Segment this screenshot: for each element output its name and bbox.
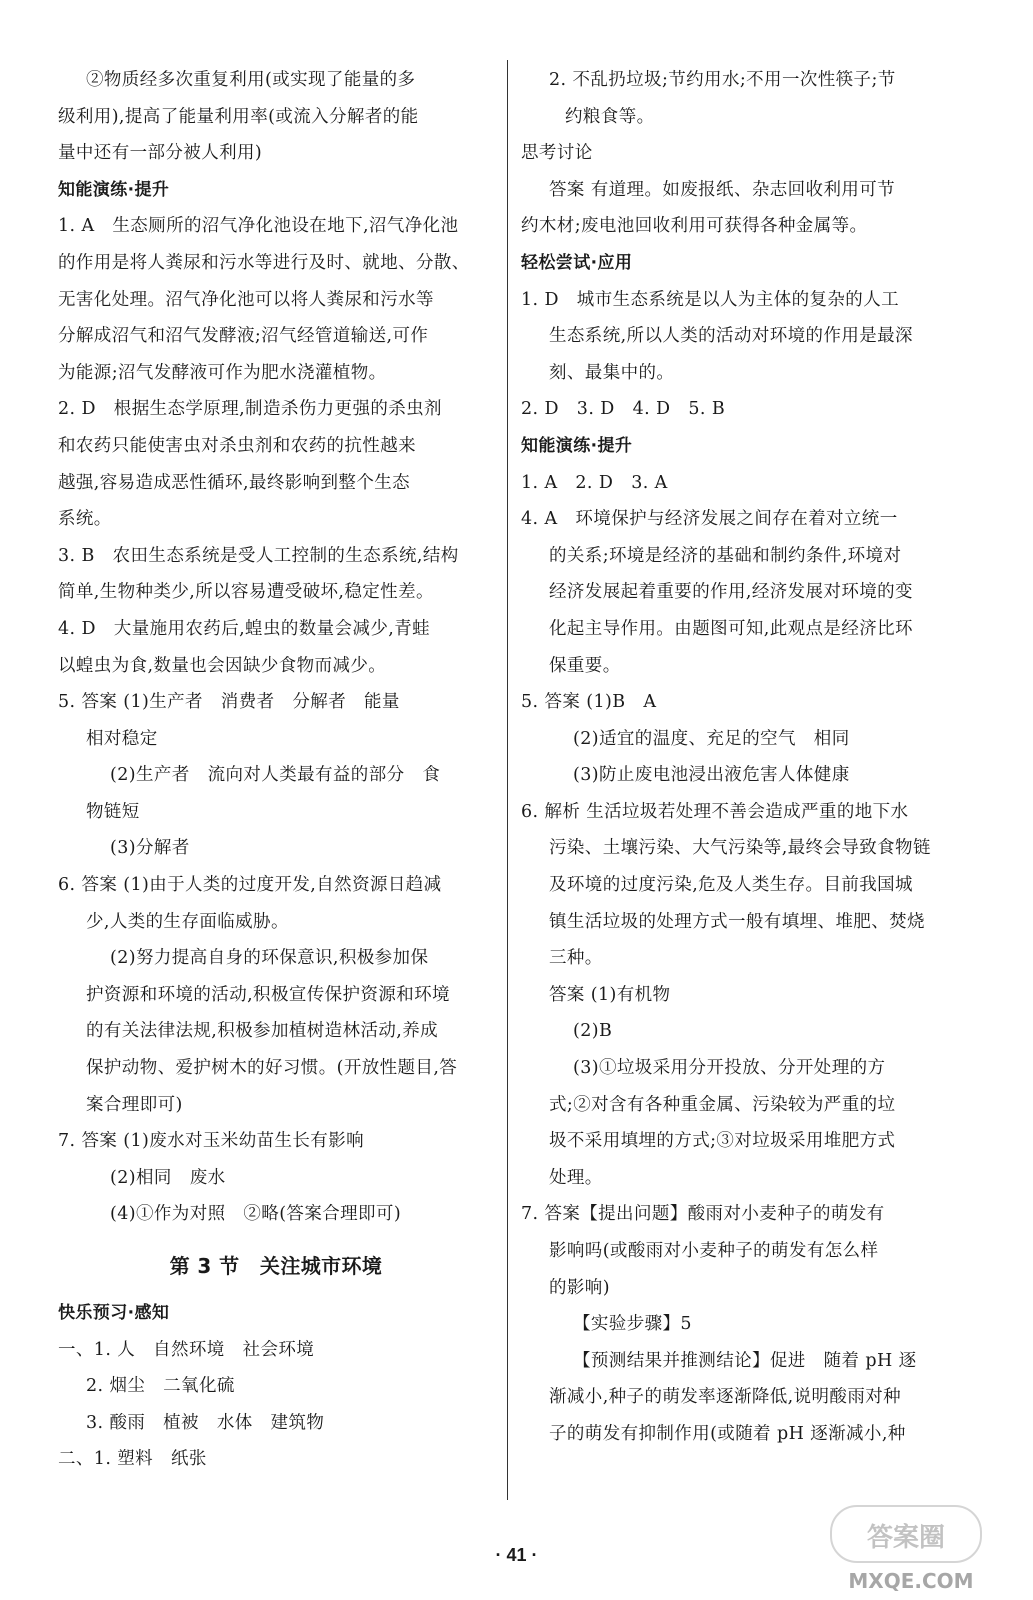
text-line: (2)相同 废水	[110, 1167, 226, 1188]
text-line: 三种。	[549, 948, 603, 969]
text-line: 子的萌发有抑制作用(或随着 pH 逐渐减小,种	[549, 1423, 906, 1444]
text-line: 的影响)	[549, 1277, 610, 1298]
text-line: 的关系;环境是经济的基础和制约条件,环境对	[549, 545, 902, 566]
text-line: 5. 答案 (1)生产者 消费者 分解者 能量	[58, 692, 400, 713]
section-heading: 知能演练·提升	[521, 435, 633, 456]
text-line: 案合理即可)	[86, 1094, 183, 1115]
text-line: 2. 不乱扔垃圾;节约用水;不用一次性筷子;节	[549, 70, 896, 90]
text-line: 1. D 城市生态系统是以人为主体的复杂的人工	[521, 289, 899, 310]
text-line: (3)分解者	[110, 838, 190, 859]
text-line: 二、1. 塑料 纸张	[58, 1449, 207, 1470]
text-line: 生态系统,所以人类的活动对环境的作用是最深	[549, 326, 913, 347]
text-line: 思考讨论	[521, 143, 593, 164]
text-line: ②物质经多次重复利用(或实现了能量的多	[86, 70, 416, 90]
text-line: 越强,容易造成恶性循环,最终影响到整个生态	[58, 472, 411, 493]
text-line: 一、1. 人 自然环境 社会环境	[58, 1339, 315, 1360]
text-line: 镇生活垃圾的处理方式一般有填埋、堆肥、焚烧	[549, 911, 925, 932]
text-line: 4. A 环境保护与经济发展之间存在着对立统一	[521, 509, 898, 530]
text-line: 2. D 根据生态学原理,制造杀伤力更强的杀虫剂	[58, 399, 442, 420]
section-title: 第 3 节 关注城市环境	[169, 1254, 383, 1278]
text-line: 系统。	[58, 509, 112, 530]
left-column	[58, 62, 494, 1478]
text-line: (3)①垃圾采用分开投放、分开处理的方	[573, 1058, 886, 1079]
text-line: 少,人类的生存面临威胁。	[86, 911, 289, 932]
text-line: (2)生产者 流向对人类最有益的部分 食	[110, 765, 441, 786]
right-column	[521, 62, 961, 1453]
text-line: 的有关法律法规,积极参加植树造林活动,养成	[86, 1021, 439, 1042]
text-line: 保护动物、爱护树木的好习惯。(开放性题目,答	[86, 1058, 458, 1079]
watermark-url: MXQE.COM	[848, 1569, 974, 1593]
text-line: 保重要。	[549, 655, 621, 676]
text-line: 【实验步骤】5	[573, 1314, 692, 1335]
text-line: 7. 答案【提出问题】酸雨对小麦种子的萌发有	[521, 1204, 885, 1225]
text-line: 级利用),提高了能量利用率(或流入分解者的能	[58, 106, 419, 127]
text-line: 影响吗(或酸雨对小麦种子的萌发有怎么样	[549, 1241, 879, 1261]
text-line: 和农药只能使害虫对杀虫剂和农药的抗性越来	[58, 435, 416, 456]
text-line: 式;②对含有各种重金属、污染较为严重的垃	[549, 1094, 896, 1115]
text-line: (3)防止废电池浸出液危害人体健康	[573, 765, 850, 786]
section-heading: 快乐预习·感知	[58, 1303, 170, 1323]
text-line: 处理。	[549, 1167, 603, 1188]
text-line: 为能源;沼气发酵液可作为肥水浇灌植物。	[58, 362, 387, 383]
text-line: 答案 (1)有机物	[549, 984, 671, 1005]
text-line: 6. 解析 生活垃圾若处理不善会造成严重的地下水	[521, 801, 909, 822]
text-line: 经济发展起着重要的作用,经济发展对环境的变	[549, 582, 913, 603]
text-line: 及环境的过度污染,危及人类生存。目前我国城	[549, 875, 913, 896]
text-line: (2)B	[573, 1021, 613, 1042]
text-line: (2)努力提高自身的环保意识,积极参加保	[110, 948, 429, 969]
text-line: 分解成沼气和沼气发酵液;沼气经管道输送,可作	[58, 326, 429, 347]
text-line: 渐减小,种子的萌发率逐渐降低,说明酸雨对种	[549, 1387, 902, 1408]
text-line: 刻、最集中的。	[549, 362, 675, 383]
text-line: 约粮食等。	[565, 106, 655, 127]
column-divider	[507, 60, 508, 1500]
watermark-logo-text: 答案圈	[866, 1523, 946, 1553]
section-heading: 轻松尝试·应用	[521, 252, 633, 273]
text-line: 量中还有一部分被人利用)	[58, 143, 263, 164]
text-line: 约木材;废电池回收利用可获得各种金属等。	[521, 216, 868, 237]
text-line: 1. A 生态厕所的沼气净化池设在地下,沼气净化池	[58, 216, 459, 237]
text-line: 化起主导作用。由题图可知,此观点是经济比环	[549, 618, 913, 639]
text-line: 3. B 农田生态系统是受人工控制的生态系统,结构	[58, 545, 459, 566]
text-line: 7. 答案 (1)废水对玉米幼苗生长有影响	[58, 1131, 365, 1152]
text-line: 5. 答案 (1)B A	[521, 692, 657, 713]
text-line: 【预测结果并推测结论】促进 随着 pH 逐	[573, 1350, 917, 1371]
text-line: 6. 答案 (1)由于人类的过度开发,自然资源日趋减	[58, 875, 442, 896]
text-line: 污染、土壤污染、大气污染等,最终会导致食物链	[549, 838, 931, 859]
text-line: 1. A 2. D 3. A	[521, 472, 668, 493]
text-line: 答案 有道理。如废报纸、杂志回收利用可节	[549, 179, 896, 200]
text-line: (2)适宜的温度、充足的空气 相同	[573, 728, 850, 749]
text-line: 护资源和环境的活动,积极宣传保护资源和环境	[86, 984, 450, 1005]
text-line: 以蝗虫为食,数量也会因缺少食物而减少。	[58, 655, 387, 676]
text-line: 圾不采用填埋的方式;③对垃圾采用堆肥方式	[549, 1131, 896, 1152]
text-line: 相对稳定	[86, 728, 158, 749]
text-line: 4. D 大量施用农药后,蝗虫的数量会减少,青蛙	[58, 618, 431, 639]
text-line: 2. 烟尘 二氧化硫	[86, 1376, 235, 1397]
text-line: (4)①作为对照 ②略(答案合理即可)	[110, 1204, 402, 1225]
text-line: 无害化处理。沼气净化池可以将人粪尿和污水等	[58, 289, 434, 310]
text-line: 2. D 3. D 4. D 5. B	[521, 399, 726, 420]
text-line: 物链短	[86, 801, 140, 822]
text-line: 的作用是将人粪尿和污水等进行及时、就地、分散、	[58, 252, 470, 273]
watermark-logo	[811, 1500, 1011, 1596]
text-line: 3. 酸雨 植被 水体 建筑物	[86, 1412, 325, 1433]
page-number: · 41 ·	[495, 1545, 538, 1565]
section-heading: 知能演练·提升	[58, 179, 170, 200]
text-line: 简单,生物种类少,所以容易遭受破坏,稳定性差。	[58, 582, 434, 603]
